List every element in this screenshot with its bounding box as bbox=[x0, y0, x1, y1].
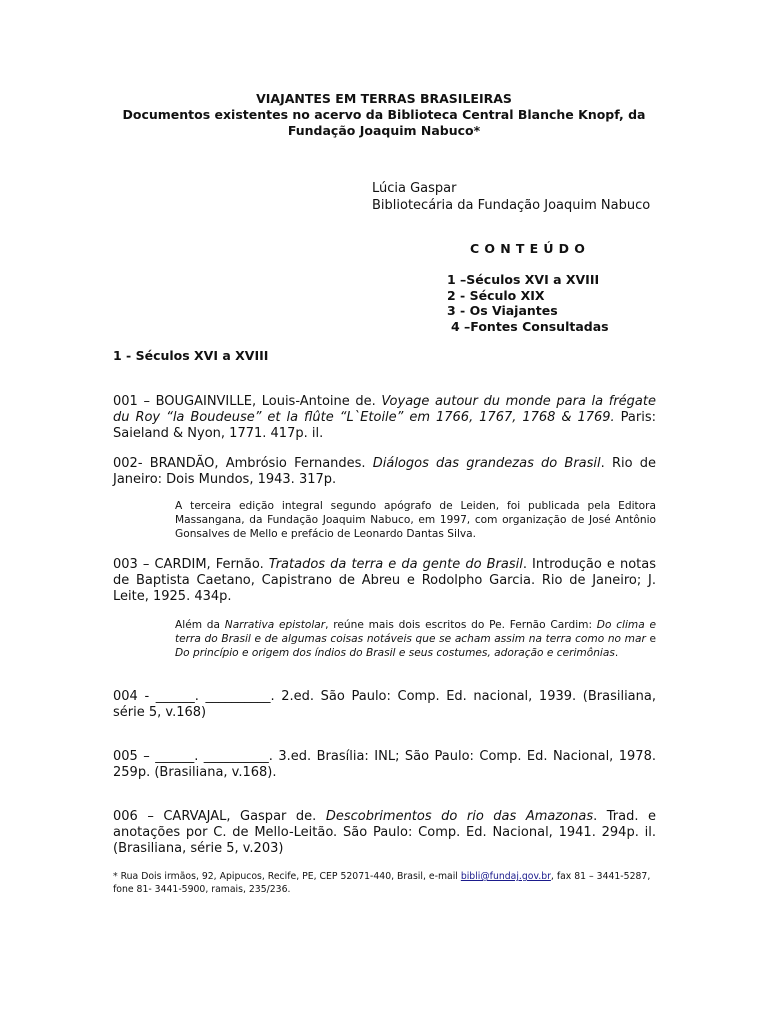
table-of-contents bbox=[447, 272, 609, 334]
entry-publication: . Trad. e anotações por C. de Mello-Leitão. São Paulo: Comp. Ed. Nacional, 1941. 294p. il. (Brasiliana, série 5, v.203) bbox=[113, 809, 657, 856]
author-name: Lúcia Gaspar bbox=[372, 181, 457, 196]
note-text: , reúne mais dois escritos do Pe. Fernão Cardim: bbox=[325, 619, 597, 631]
header-subtitle-line2: Fundação Joaquim Nabuco* bbox=[287, 123, 481, 138]
note-text: e bbox=[645, 633, 657, 645]
footnote-address: * Rua Dois irmãos, 92, Apipucos, Recife, PE, CEP 52071-440, Brasil, e-mail bbox=[113, 871, 461, 882]
email-link[interactable]: bibli@fundaj.gov.br bbox=[460, 871, 551, 882]
entry-publication: . Rio de Janeiro: Dois Mundos, 1943. 317p. bbox=[113, 456, 656, 487]
header-title: VIAJANTES EM TERRAS BRASILEIRAS bbox=[256, 91, 512, 106]
bibliography-entry-005: 005 – ______. __________. 3.ed. Brasília: INL; São Paulo: Comp. Ed. Nacional, 1978. 259p. (Brasiliana, v.168). bbox=[113, 749, 656, 780]
entry-publication: Paris: Saieland & Nyon, 1771. 417p. il. bbox=[113, 410, 656, 441]
entry-title: Tratados da terra e da gente do Brasil bbox=[268, 557, 523, 572]
note-text: . bbox=[614, 647, 619, 659]
toc-item: 1 –Séculos XVI a XVIII bbox=[447, 272, 600, 287]
entry-author: 001 – BOUGAINVILLE, Louis-Antoine de. bbox=[113, 394, 382, 409]
entry-publication: . Introdução e notas de Baptista Caetano, Capistrano de Abreu e Rodolpho Garcia. Rio de Janeiro; J. Leite, 1925. 434p. bbox=[113, 557, 656, 604]
footnote-contact: , fax 81 – 3441-5287, fone 81- 3441-5900, ramais, 235/236. bbox=[113, 871, 651, 895]
toc-title: CONTEÚDO bbox=[470, 241, 591, 256]
note-title: Do princípio e origem dos índios do Brasil e seus costumes, adoração e cerimônias bbox=[175, 647, 615, 659]
entry-note: A terceira edição integral segundo apógrafo de Leiden, foi publicada pela Editora Massangana, da Fundação Joaquim Nabuco, em 1997, com organização de José Antônio Gonsalves de Mello e prefácio de Leonardo Dantas Silva. bbox=[175, 500, 656, 540]
document-header bbox=[100, 91, 668, 139]
bibliography-entry-001 bbox=[113, 394, 656, 442]
note-title: Do clima e terra do Brasil e de algumas coisas notáveis que se acham assim na terra como no mar bbox=[175, 619, 656, 645]
entry-note bbox=[175, 618, 656, 660]
note-text: Além da bbox=[175, 619, 225, 631]
section-heading: 1 - Séculos XVI a XVIII bbox=[113, 348, 269, 363]
bibliography-entry-006 bbox=[113, 809, 656, 857]
toc-item: 4 –Fontes Consultadas bbox=[451, 318, 609, 334]
bibliography-entry-002 bbox=[113, 456, 656, 488]
toc-item: 2 - Século XIX bbox=[447, 287, 545, 303]
header-subtitle-line1: Documentos existentes no acervo da Biblioteca Central Blanche Knopf, da bbox=[122, 107, 646, 122]
entry-title: Voyage autour du monde para la frégate du Roy “la Boudeuse” et la flûte “L`Etoile” em 1766, 1767, 1768 & 1769. bbox=[113, 394, 656, 425]
toc-item: 3 - Os Viajantes bbox=[447, 303, 558, 318]
entry-author: 002- BRANDÃO, Ambrósio Fernandes. bbox=[113, 456, 373, 471]
bibliography-entry-003 bbox=[113, 557, 656, 605]
entry-title: Descobrimentos do rio das Amazonas bbox=[325, 809, 594, 824]
footnote bbox=[113, 870, 656, 896]
author-role: Bibliotecária da Fundação Joaquim Nabuco bbox=[372, 198, 651, 213]
bibliography-entry-004: 004 - ______. __________. 2.ed. São Paulo: Comp. Ed. nacional, 1939. (Brasiliana, série 5, v.168) bbox=[113, 689, 656, 720]
note-title: Narrativa epistolar bbox=[224, 619, 326, 631]
entry-author: 003 – CARDIM, Fernão. bbox=[113, 557, 269, 572]
author-block bbox=[372, 180, 650, 214]
entry-title: Diálogos das grandezas do Brasil bbox=[372, 456, 601, 471]
entry-author: 006 – CARVAJAL, Gaspar de. bbox=[113, 809, 326, 824]
